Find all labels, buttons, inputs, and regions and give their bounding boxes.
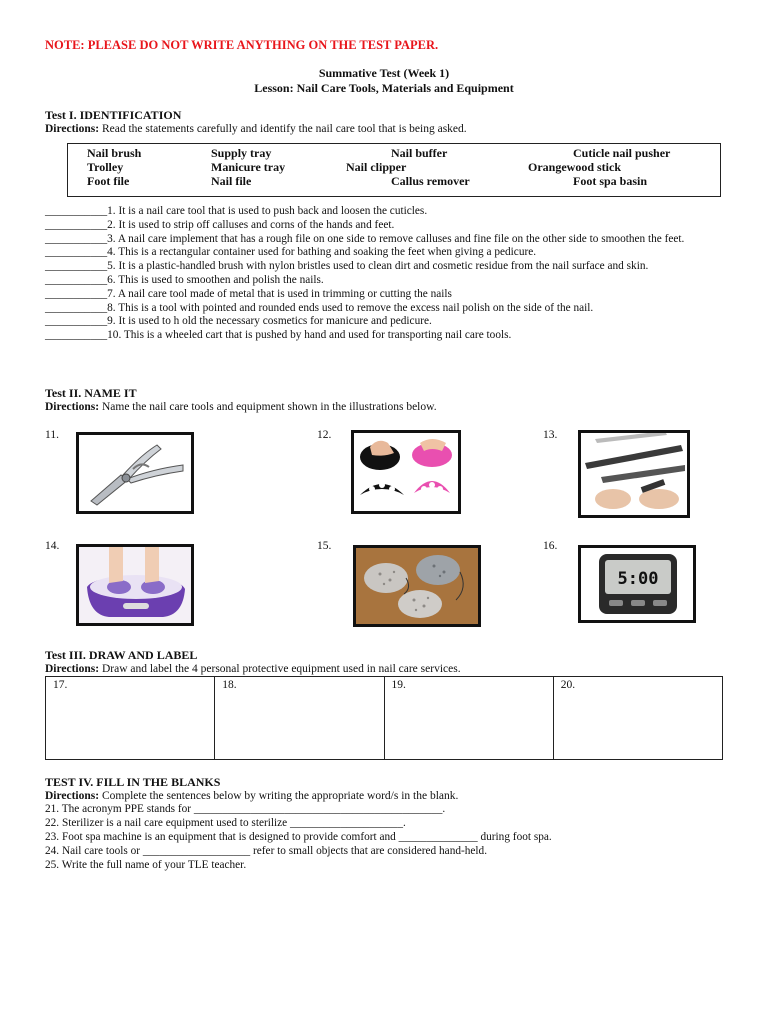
list-item [45,329,735,343]
answer-blank[interactable]: ___________ [45,315,108,328]
timer-display: 5:00 [617,569,659,589]
timer-icon [581,548,693,620]
pumice-stone-icon [356,548,478,624]
word-bank-item: Nail brush [87,146,142,160]
nail-file-image [578,430,690,518]
answer-blank[interactable]: ___________ [45,301,108,314]
drawing-cell[interactable]: 19. [385,677,554,759]
word-bank-item: Callus remover [391,174,470,188]
drawing-cell[interactable]: 17. [46,677,215,759]
list-item [45,315,735,329]
question-number: 15. [317,540,332,552]
fill-in-blanks-items [45,802,735,872]
list-item: 24. Nail care tools or ___________________ refer to small objects that are considered hand-held. [45,845,488,857]
item-text: 6. This is used to smoothen and polish the nails. [107,273,324,286]
list-item [45,274,735,288]
directions-text: Complete the sentences below by writing the appropriate word/s in the blank. [99,790,459,802]
item-text: 4. This is a rectangular container used for bathing and soaking the feet when giving a pedicure. [107,246,537,259]
item-text: 5. It is a plastic-handled brush with nylon bristles used to clean dirt and cosmetic residue from the nail surface and skin. [107,260,649,273]
test-paper-note: NOTE: PLEASE DO NOT WRITE ANYTHING ON THE TEST PAPER. [45,38,439,52]
item-text: 1. It is a nail care tool that is used to push back and loosen the cuticles. [107,205,428,217]
word-bank-item: Nail file [211,174,252,188]
test2-heading: Test II. NAME IT [45,386,137,400]
item-text: 2. It is used to strip off calluses and corns of the hands and feet. [107,218,395,231]
list-item: 21. The acronym PPE stands for ____________________________________________. [45,803,446,815]
word-bank-item: Nail buffer [391,146,448,160]
draw-label-table [45,676,723,760]
nail-clipper-image [76,432,194,514]
foot-spa-icon [79,547,191,623]
answer-blank[interactable]: ___________ [45,273,108,286]
answer-blank[interactable]: ___________ [45,205,108,217]
word-bank-item: Manicure tray [211,160,286,174]
word-bank-item: Nail clipper [346,160,407,174]
answer-blank[interactable]: ___________ [45,246,108,259]
question-number: 14. [45,540,60,552]
question-number: 12. [317,429,332,441]
test3-directions [45,662,461,676]
answer-blank[interactable]: ___________ [45,232,108,245]
list-item [45,205,735,219]
manicure-bowl-icon [354,433,458,511]
test-title: Summative Test (Week 1) [318,66,450,80]
foot-spa-image [76,544,194,626]
lesson-title: Lesson: Nail Care Tools, Materials and Equipment [254,81,514,95]
answer-blank[interactable]: ___________ [45,218,108,231]
list-item [45,246,735,260]
item-text: 9. It is used to h old the necessary cosmetics for manicure and pedicure. [107,315,432,328]
directions-label: Directions: [45,663,100,675]
manicure-bowl-image [351,430,461,514]
identification-items [45,205,735,343]
list-item [45,288,735,302]
answer-blank[interactable]: ___________ [45,260,108,273]
word-bank-item: Trolley [87,160,124,174]
list-item [45,302,735,316]
word-bank-item: Foot file [87,174,130,188]
answer-blank[interactable]: ___________ [45,287,108,300]
directions-text: Draw and label the 4 personal protective equipment used in nail care services. [99,663,461,675]
test3-heading: Test III. DRAW AND LABEL [45,648,198,662]
nipper-icon [79,435,191,511]
directions-label: Directions: [45,123,100,135]
item-text: 8. This is a tool with pointed and rounded ends used to remove the excess nail polish on the side of the nail. [107,301,594,314]
question-number: 13. [543,429,558,441]
list-item: 23. Foot spa machine is an equipment that is designed to provide comfort and ______________ during foot spa. [45,831,552,843]
list-item [45,260,735,274]
pumice-stone-image [353,545,481,627]
timer-image [578,545,696,623]
answer-blank[interactable]: ___________ [45,329,108,342]
list-item [45,233,735,247]
item-text: 7. A nail care tool made of metal that is used in trimming or cutting the nails [107,287,452,300]
drawing-cell[interactable]: 18. [215,677,384,759]
directions-label: Directions: [45,401,100,413]
test4-heading: TEST IV. FILL IN THE BLANKS [45,775,221,789]
item-text: 10. This is a wheeled cart that is pushed by hand and used for transporting nail care tools. [107,329,512,342]
directions-label: Directions: [45,790,100,802]
directions-text: Name the nail care tools and equipment shown in the illustrations below. [99,401,437,413]
question-number: 16. [543,540,558,552]
nail-file-icon [581,433,687,515]
test2-directions [45,400,437,414]
list-item: 22. Sterilizer is a nail care equipment used to sterilize ____________________. [45,817,406,829]
word-bank [67,143,721,197]
item-text: 3. A nail care implement that has a rough file on one side to remove calluses and fine file on the other side to smoothen the feet. [107,232,685,245]
drawing-cell[interactable]: 20. [560,679,576,691]
question-number: 11. [45,429,59,441]
word-bank-item: Orangewood stick [528,160,621,174]
test1-heading: Test I. IDENTIFICATION [45,108,182,122]
word-bank-item: Supply tray [211,146,272,160]
directions-text: Read the statements carefully and identify the nail care tool that is being asked. [99,123,467,135]
list-item: 25. Write the full name of your TLE teacher. [45,859,247,871]
word-bank-item: Cuticle nail pusher [573,146,671,160]
list-item [45,219,735,233]
word-bank-item: Foot spa basin [573,174,648,188]
test1-directions [45,122,467,136]
test4-directions [45,789,458,803]
